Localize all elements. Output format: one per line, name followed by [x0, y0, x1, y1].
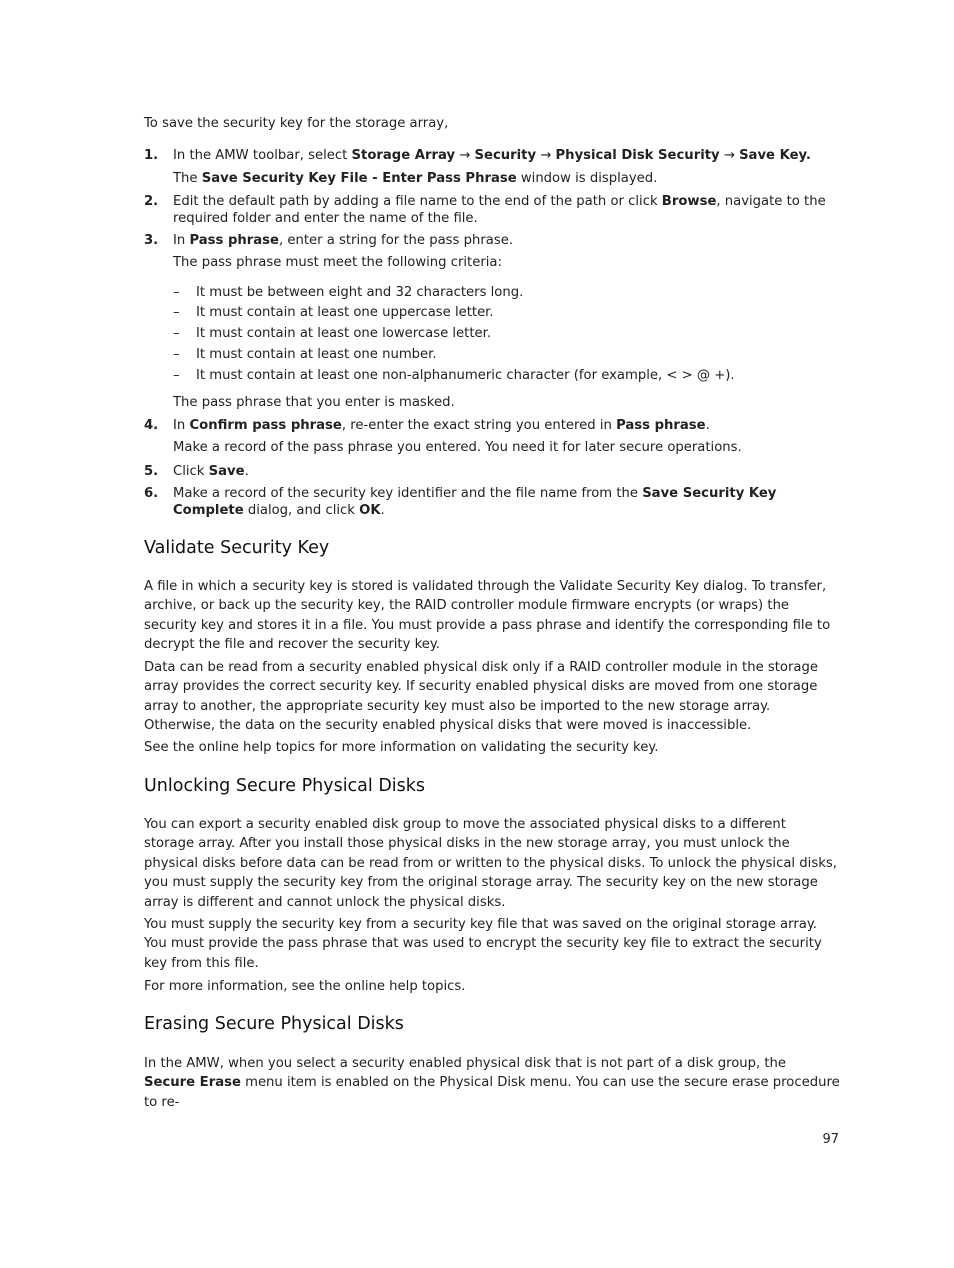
step-number: 1. [144, 148, 159, 163]
step-number: 2. [144, 194, 159, 209]
criteria-intro: The pass phrase must meet the following criteria: [173, 255, 502, 270]
criteria-item: It must contain at least one non-alphanumeric character (for example, < > @ +). [196, 368, 735, 383]
dash-bullet: – [173, 326, 180, 341]
dash-bullet: – [173, 368, 180, 383]
paragraph: You can export a security enabled disk group to move the associated physical disks to a different storage array. After you install those physical disks in the new storage array, you must unlock the physical disks before data can be read from or written to the physical disks. To unlock the physical disks, you must supply the security key from the original storage array. The security key on the new storage array is different and cannot unlock the physical disks. [144, 817, 837, 910]
step-1-result: The Save Security Key File - Enter Pass Phrase window is displayed. [173, 171, 658, 186]
paragraph: You must supply the security key from a security key file that was saved on the original storage array. You must provide the pass phrase that was used to encrypt the security key file to extract the security key from this file. [144, 917, 822, 971]
dash-bullet: – [173, 305, 180, 320]
dash-bullet: – [173, 285, 180, 300]
step-number: 4. [144, 418, 159, 433]
section-heading: Erasing Secure Physical Disks [144, 1014, 404, 1034]
paragraph: See the online help topics for more information on validating the security key. [144, 740, 659, 755]
page-number: 97 [822, 1132, 839, 1147]
paragraph: For more information, see the online help topics. [144, 979, 466, 994]
criteria-item: It must contain at least one uppercase letter. [196, 305, 494, 320]
masked-note: The pass phrase that you enter is masked. [173, 395, 455, 410]
section-heading: Validate Security Key [144, 538, 330, 558]
dash-bullet: – [173, 347, 180, 362]
criteria-item: It must contain at least one lowercase letter. [196, 326, 492, 341]
criteria-item: It must contain at least one number. [196, 347, 437, 362]
record-note: Make a record of the pass phrase you entered. You need it for later secure operations. [173, 440, 742, 455]
criteria-item: It must be between eight and 32 characters long. [196, 285, 524, 300]
paragraph: A file in which a security key is stored is validated through the Validate Security Key dialog. To transfer, archive, or back up the security key, the RAID controller module firmware encrypts (or wraps) the security key and stores it in a file. You must provide a pass phrase and identify the corresponding file to decrypt the file and recover the security key. [144, 579, 831, 653]
paragraph: In the AMW, when you select a security enabled physical disk that is not part of a disk group, the Secure Erase menu item is enabled on the Physical Disk menu. You can use the secure erase procedure to re- [144, 1056, 840, 1110]
step-number: 3. [144, 233, 159, 248]
intro-text: To save the security key for the storage array, [144, 116, 449, 131]
paragraph: Data can be read from a security enabled physical disk only if a RAID controller module in the storage array provides the correct security key. If security enabled physical disks are moved from one storage array to another, the appropriate security key must also be imported to the new storage array. Otherwise, the data on the security enabled physical disks that were moved is inaccessible. [144, 660, 818, 734]
step-number: 6. [144, 486, 159, 501]
section-heading: Unlocking Secure Physical Disks [144, 776, 426, 796]
step-number: 5. [144, 464, 159, 479]
